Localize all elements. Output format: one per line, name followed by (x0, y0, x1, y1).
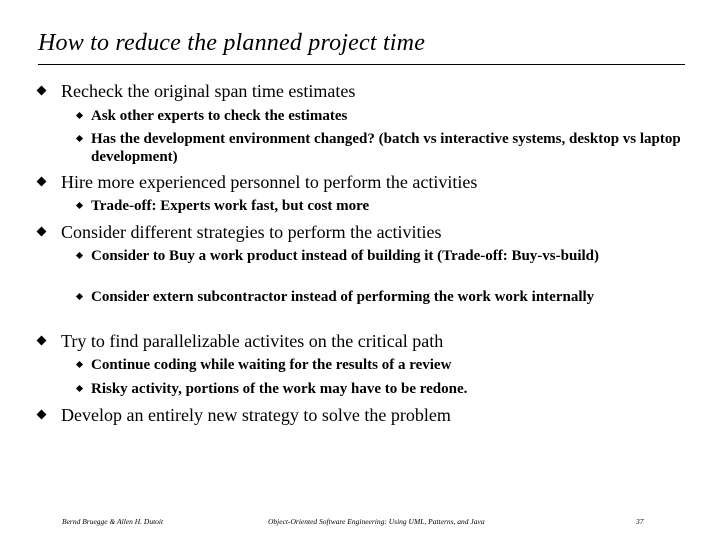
small-diamond-icon (76, 385, 83, 392)
footer-book-title: Object-Oriented Software Engineering: Using UML, Patterns, and Java (268, 517, 485, 526)
diamond-bullet-icon (37, 227, 47, 237)
bullet-text: Try to find parallelizable activites on the critical path (61, 331, 444, 351)
sub-bullet-text: Has the development environment changed? (batch vs interactive systems, desktop vs laptop development) (91, 131, 681, 165)
sub-bullet-text: Continue coding while waiting for the results of a review (91, 357, 452, 373)
sub-bullet-item (91, 248, 691, 266)
diamond-bullet-icon (37, 336, 47, 346)
sub-bullet-text: Ask other experts to check the estimates (91, 108, 348, 124)
sub-bullet-item (91, 357, 691, 375)
sub-bullet-text: Consider to Buy a work product instead of building it (Trade-off: Buy-vs-build) (91, 248, 599, 264)
diamond-bullet-icon (37, 410, 47, 420)
slide-title: How to reduce the planned project time (38, 30, 426, 56)
diamond-bullet-icon (37, 86, 47, 96)
sub-bullet-item (91, 381, 691, 399)
small-diamond-icon (76, 293, 83, 300)
bullet-text: Hire more experienced personnel to perform the activities (61, 172, 478, 192)
diamond-bullet-icon (37, 177, 47, 187)
sub-bullet-item (91, 131, 691, 166)
bullet-text: Recheck the original span time estimates (61, 81, 356, 101)
bullet-text: Develop an entirely new strategy to solve the problem (61, 405, 451, 425)
small-diamond-icon (76, 112, 83, 119)
small-diamond-icon (76, 202, 83, 209)
sub-bullet-item (91, 198, 691, 216)
bullet-text: Consider different strategies to perform the activities (61, 222, 442, 242)
footer-authors: Bernd Bruegge & Allen H. Dutoit (62, 517, 164, 526)
sub-bullet-text: Risky activity, portions of the work may have to be redone. (91, 381, 468, 397)
sub-bullet-text: Trade-off: Experts work fast, but cost more (91, 198, 370, 214)
title-divider (38, 64, 685, 65)
sub-bullet-item (91, 108, 691, 126)
sub-bullet-text: Consider extern subcontractor instead of performing the work work internally (91, 289, 595, 305)
small-diamond-icon (76, 135, 83, 142)
small-diamond-icon (76, 361, 83, 368)
footer-page-number: 37 (636, 517, 644, 526)
small-diamond-icon (76, 252, 83, 259)
sub-bullet-item (91, 289, 691, 307)
